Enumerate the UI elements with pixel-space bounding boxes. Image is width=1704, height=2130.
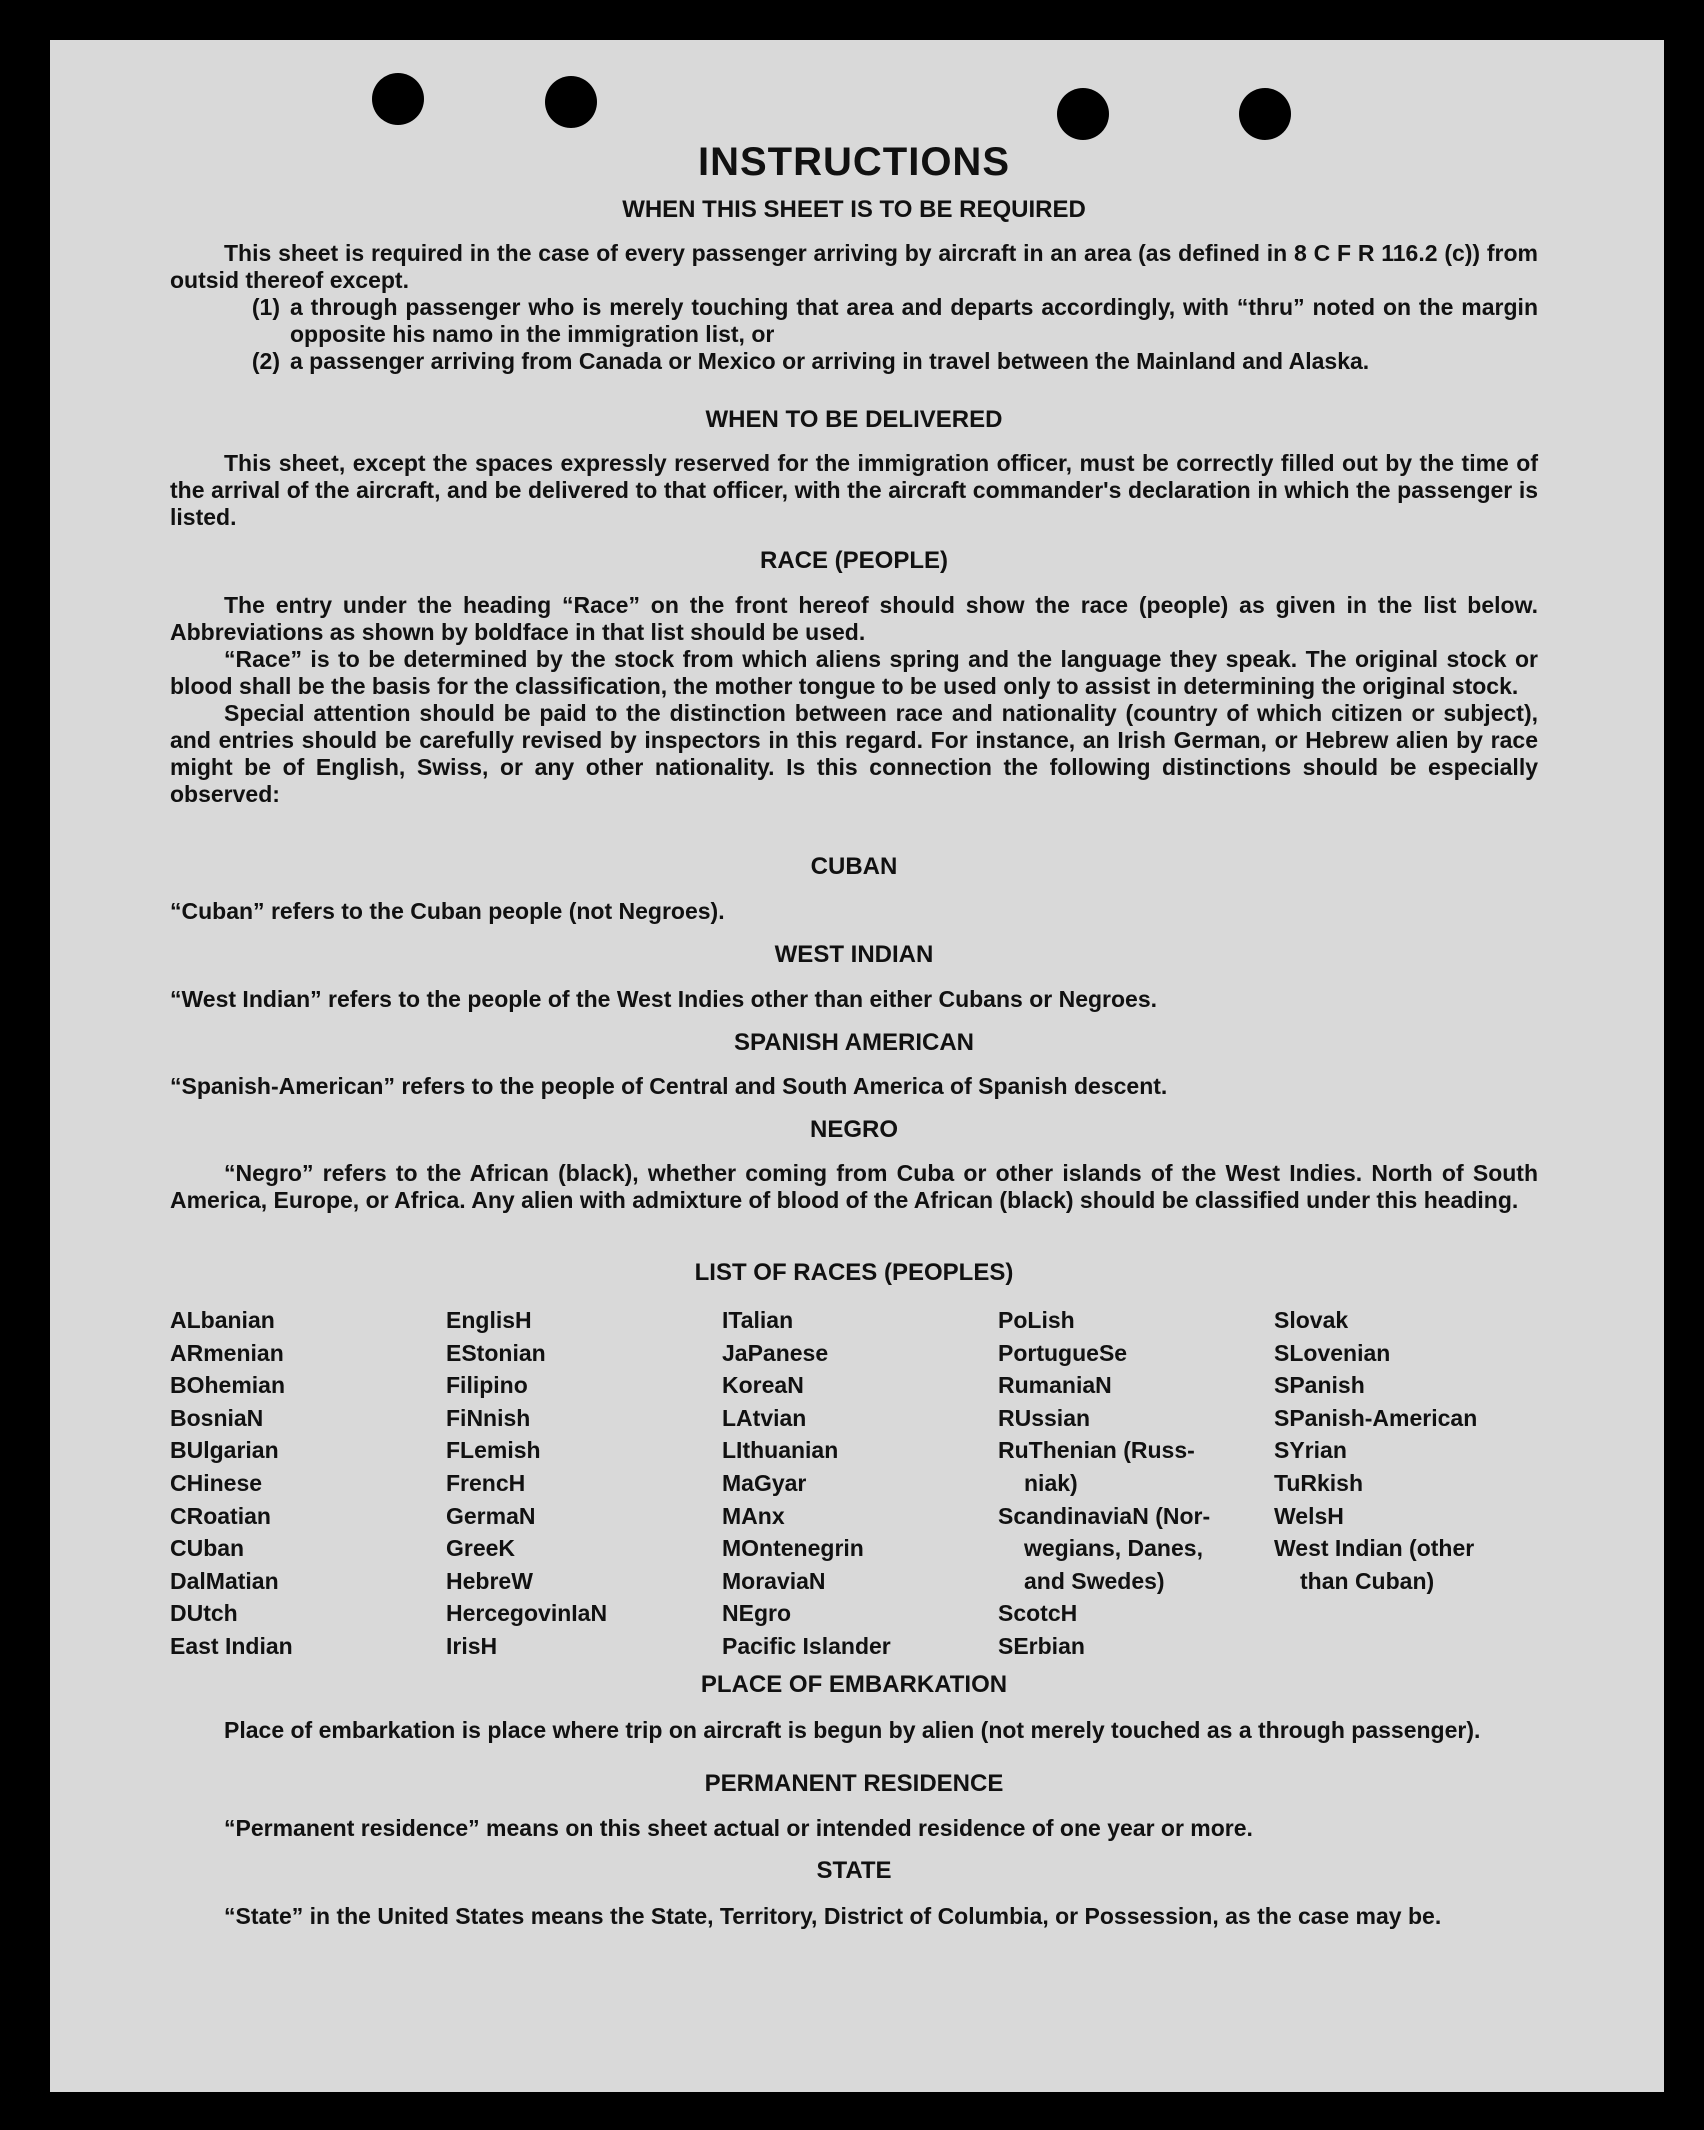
punch-hole: [545, 76, 597, 128]
race-entry: than Cuban): [1300, 1567, 1435, 1594]
race-entry: GreeK: [446, 1535, 516, 1562]
heading-embarkation: PLACE OF EMBARKATION: [700, 1671, 1008, 1698]
race-column: [722, 1304, 998, 1663]
race-entry: ScotcH: [998, 1600, 1078, 1627]
heading-cuban: CUBAN: [810, 853, 898, 880]
when-required-section: [170, 240, 1538, 375]
race-list: [170, 1304, 1570, 1663]
heading-spanish-american: SPANISH AMERICAN: [733, 1029, 974, 1056]
exception-item: [170, 294, 1538, 348]
paragraph: “State” in the United States means the State, Territory, District of Columbia, or Possession, as the case may be.: [224, 1903, 1442, 1929]
race-entry: EStonian: [446, 1339, 546, 1366]
race-entry: ITalian: [722, 1307, 794, 1333]
item-text: a through passenger who is merely touching that area and departs accordingly, with “thru” noted on the margin opposite his namo in the immigration list, or: [290, 294, 1538, 347]
race-entry: JaPanese: [722, 1339, 829, 1366]
race-entry: IrisH: [446, 1632, 498, 1659]
race-column: [170, 1304, 446, 1663]
race-entry: EnglisH: [446, 1307, 532, 1333]
race-section: [170, 592, 1538, 808]
race-entry: ALbanian: [170, 1307, 275, 1333]
paragraph: “Race” is to be determined by the stock from which aliens spring and the language they speak. The original stock or blood shall be the basis for the classification, the mother tongue to be used only to assist in determining the original stock.: [170, 646, 1538, 699]
race-entry: PortugueSe: [998, 1339, 1128, 1366]
race-entry: NEgro: [722, 1600, 791, 1627]
heading-state: STATE: [816, 1857, 892, 1884]
race-entry: FLemish: [446, 1437, 541, 1464]
paragraph: The entry under the heading “Race” on the front hereof should show the race (people) as given in the list below. Abbreviations as shown by boldface in that list should be used.: [170, 592, 1538, 645]
heading-when-delivered: WHEN TO BE DELIVERED: [705, 406, 1003, 433]
race-entry: FiNnish: [446, 1404, 531, 1431]
race-entry: BUlgarian: [170, 1437, 279, 1464]
punch-hole: [1057, 88, 1109, 140]
race-column: [446, 1304, 722, 1663]
race-entry: HercegovinIaN: [446, 1600, 608, 1627]
paragraph: “Negro” refers to the African (black), whether coming from Cuba or other islands of the West Indies. North of South America, Europe, or Africa. Any alien with admixture of blood of the African (black) should be classified under this heading.: [170, 1160, 1538, 1213]
item-number: (1): [251, 294, 280, 320]
race-entry: CRoatian: [170, 1502, 271, 1529]
race-entry: ARmenian: [170, 1339, 284, 1366]
race-entry: MoraviaN: [722, 1567, 826, 1594]
race-entry: SPanish: [1274, 1372, 1365, 1399]
heading-list-of-races: LIST OF RACES (PEOPLES): [694, 1259, 1014, 1286]
race-entry: niak): [1024, 1469, 1078, 1496]
heading-race: RACE (PEOPLE): [759, 547, 948, 574]
race-entry: LAtvian: [722, 1404, 807, 1431]
race-entry: MOntenegrin: [722, 1535, 864, 1562]
race-entry: LIthuanian: [722, 1437, 839, 1464]
race-entry: Filipino: [446, 1372, 528, 1399]
heading-negro: NEGRO: [809, 1116, 898, 1143]
heading-west-indian: WEST INDIAN: [774, 941, 934, 968]
race-entry: wegians, Danes,: [1024, 1535, 1203, 1562]
race-entry: CUban: [170, 1535, 245, 1562]
heading-when-required: WHEN THIS SHEET IS TO BE REQUIRED: [622, 196, 1086, 223]
race-entry: ScandinaviaN (Nor-: [998, 1502, 1211, 1529]
exception-item: [170, 348, 1538, 375]
race-entry: East Indian: [170, 1632, 293, 1659]
race-entry: Slovak: [1274, 1307, 1349, 1333]
race-entry: BosniaN: [170, 1404, 264, 1431]
paragraph: This sheet, except the spaces expressly reserved for the immigration officer, must be correctly filled out by the time of the arrival of the aircraft, and be delivered to that officer, with the aircraft commander's declaration in which the passenger is listed.: [170, 450, 1538, 530]
page-title: INSTRUCTIONS: [698, 140, 1010, 184]
race-entry: DalMatian: [170, 1567, 279, 1594]
item-number: (2): [251, 348, 280, 374]
race-entry: SLovenian: [1274, 1339, 1391, 1366]
heading-permanent-residence: PERMANENT RESIDENCE: [704, 1770, 1004, 1797]
race-entry: RumaniaN: [998, 1372, 1112, 1399]
race-entry: and Swedes): [1024, 1567, 1165, 1594]
paragraph: “Cuban” refers to the Cuban people (not Negroes).: [170, 898, 725, 924]
race-entry: WelsH: [1274, 1502, 1344, 1529]
race-entry: GermaN: [446, 1502, 536, 1529]
race-entry: West Indian (other: [1274, 1535, 1475, 1562]
race-entry: SYrian: [1274, 1437, 1347, 1464]
race-entry: RuThenian (Russ-: [998, 1437, 1195, 1464]
race-entry: CHinese: [170, 1469, 263, 1496]
race-column: [1274, 1304, 1550, 1663]
race-column: [998, 1304, 1274, 1663]
race-entry: Pacific Islander: [722, 1632, 891, 1659]
paragraph: Special attention should be paid to the distinction between race and nationality (country of which citizen or subject), and entries should be carefully revised by inspectors in this regard. For instance, an Irish German, or Hebrew alien by race might be of English, Swiss, or any other nationality. Is this connection the following distinctions should be especially observed:: [170, 700, 1538, 807]
race-entry: BOhemian: [170, 1372, 286, 1399]
punch-hole: [372, 73, 424, 125]
paragraph: “Spanish-American” refers to the people of Central and South America of Spanish descent.: [170, 1073, 1168, 1099]
race-entry: SPanish-American: [1274, 1404, 1478, 1431]
race-entry: RUssian: [998, 1404, 1091, 1431]
paragraph: “Permanent residence” means on this sheet actual or intended residence of one year or more.: [224, 1815, 1253, 1841]
race-entry: FrencH: [446, 1469, 526, 1496]
item-text: a passenger arriving from Canada or Mexico or arriving in travel between the Mainland and Alaska.: [290, 348, 1370, 374]
paragraph: This sheet is required in the case of every passenger arriving by aircraft in an area (as defined in 8 C F R 116.2 (c)) from outsid thereof except.: [170, 240, 1538, 293]
race-entry: PoLish: [998, 1307, 1075, 1333]
paragraph: “West Indian” refers to the people of the West Indies other than either Cubans or Negroes.: [170, 986, 1158, 1012]
race-entry: SErbian: [998, 1632, 1085, 1659]
race-entry: KoreaN: [722, 1372, 804, 1399]
race-entry: MAnx: [722, 1502, 785, 1529]
paragraph: Place of embarkation is place where trip on aircraft is begun by alien (not merely touched as a through passenger).: [224, 1717, 1481, 1743]
race-entry: TuRkish: [1274, 1469, 1364, 1496]
race-entry: MaGyar: [722, 1469, 807, 1496]
race-entry: HebreW: [446, 1567, 533, 1594]
punch-hole: [1239, 88, 1291, 140]
race-entry: DUtch: [170, 1600, 238, 1627]
